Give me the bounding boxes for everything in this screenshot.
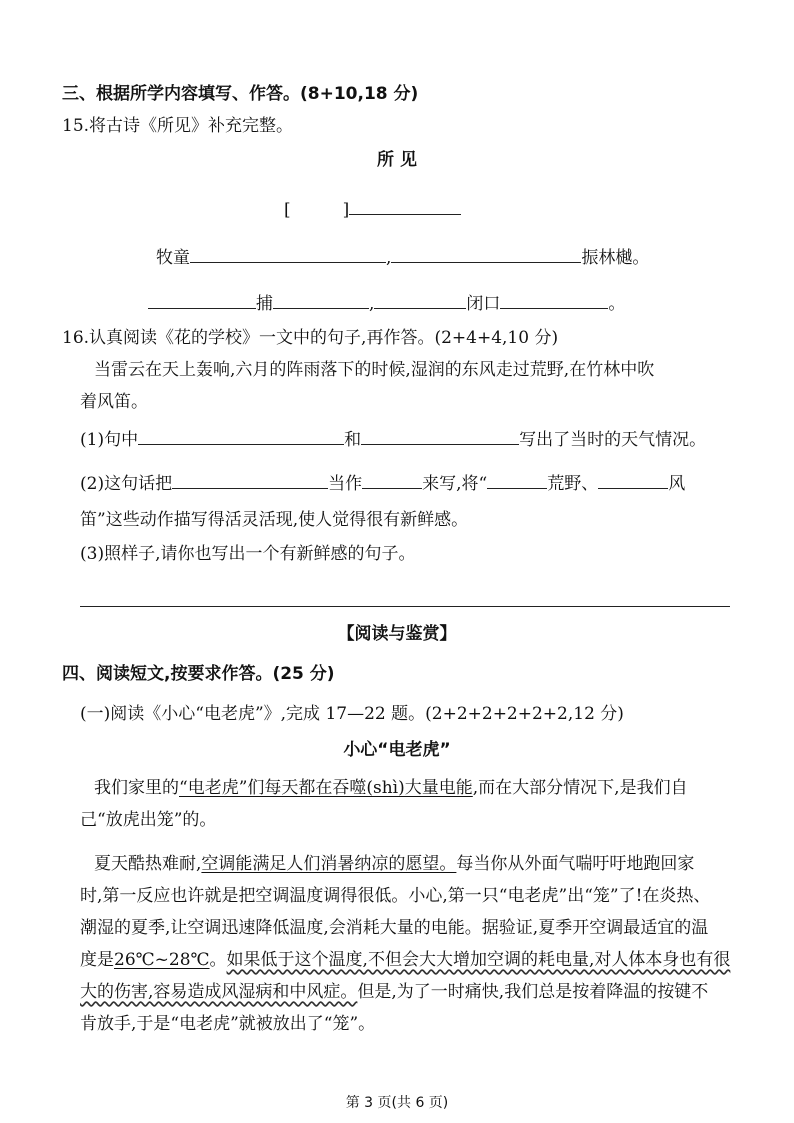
poem-line1-end: 振林樾。 (581, 248, 650, 268)
poem-line2-catch: 捕 (256, 294, 273, 314)
poem-line-1 (156, 244, 736, 270)
article-p2-line5 (80, 980, 736, 1004)
q16-part1-end: 写出了当时的天气情况。 (519, 430, 707, 450)
q16-part2-as: 当作 (328, 474, 363, 494)
section4-part1: (一)阅读《小心“电老虎”》,完成 17—22 题。(2+2+2+2+2+2,12 分) (80, 704, 624, 724)
poem-blank-3[interactable] (148, 290, 256, 309)
article-p2-line4 (80, 948, 736, 972)
article-p2-line1 (94, 852, 736, 876)
poem-line2-shut: 闭口 (466, 294, 501, 314)
poem-title: 所 见 (377, 150, 417, 170)
section3-heading: 三、根据所学内容填写、作答。(8+10,18 分) (62, 84, 419, 104)
poem-blank-5[interactable] (374, 290, 466, 309)
q16-blank-4[interactable] (362, 470, 422, 489)
author-bracket-open: [ (284, 200, 291, 220)
author-bracket-close: ] (342, 200, 350, 220)
p2-text-a: 夏天酷热难耐, (94, 854, 202, 874)
q16-answer-line[interactable] (80, 588, 730, 607)
reading-banner: 【阅读与鉴赏】 (337, 624, 457, 644)
q16-part1-start: (1)句中 (80, 430, 139, 450)
article-p2-line3: 潮湿的夏季,让空调迅速降低温度,会消耗大量的电能。据验证,夏季开空调最适宜的温 (80, 918, 709, 938)
q16-part2-write: 来写,将“ (422, 474, 488, 494)
p2-l4-wavy: 如果低于这个温度,不但会大大增加空调的耗电量,对人体本身也有很 (226, 950, 731, 970)
q16-part2-wild: 荒野、 (547, 474, 599, 494)
p1-underlined: “电老虎”们每天都在吞噬(shì)大量电能 (179, 778, 473, 798)
q16-quote-line-2: 着风笛。 (80, 392, 148, 412)
q16-prompt: 16.认真阅读《花的学校》一文中的句子,再作答。(2+4+4,10 分) (62, 328, 559, 348)
poem-line1-start: 牧童 (156, 248, 190, 268)
page-number: 第 3 页(共 6 页) (345, 1095, 449, 1111)
article-p1-line1 (94, 776, 736, 800)
p2-underlined: 空调能满足人们消暑纳凉的愿望。 (201, 854, 457, 874)
article-p1-line2: 己“放虎出笼”的。 (80, 810, 217, 830)
q16-blank-3[interactable] (172, 470, 328, 489)
q16-part1-and: 和 (344, 430, 362, 450)
poem-blank-2[interactable] (391, 244, 581, 263)
poem-blank-6[interactable] (500, 290, 608, 309)
q16-blank-6[interactable] (598, 470, 668, 489)
article-p2-line2: 时,第一反应也许就是把空调温度调得很低。小心,第一只“电老虎”出“笼”了!在炎热、 (80, 886, 711, 906)
q16-part1 (80, 426, 736, 452)
q15-prompt: 15.将古诗《所见》补充完整。 (62, 116, 294, 136)
p2-l5-wavy: 大的伤害,容易造成风湿病和中风症。 (80, 982, 358, 1002)
p2-l4-temperature: 26℃~28℃ (114, 950, 210, 970)
poem-blank-1[interactable] (190, 244, 386, 263)
poem-line-2 (148, 290, 736, 316)
q16-part2 (80, 470, 736, 496)
poem-author-line (284, 196, 736, 222)
p2-l4-text-a: 度是 (80, 950, 114, 970)
section4-heading: 四、阅读短文,按要求作答。(25 分) (62, 664, 335, 684)
q16-part3: (3)照样子,请你也写出一个有新鲜感的句子。 (80, 544, 416, 564)
poem-line2-comma: , (369, 294, 375, 314)
poem-line1-comma: , (386, 248, 392, 268)
q16-blank-2[interactable] (361, 426, 519, 445)
q16-part2-line2: 笛”这些动作描写得活灵活现,使人觉得很有新鲜感。 (80, 510, 469, 530)
p1-text-a: 我们家里的 (94, 778, 179, 798)
article-p2-line6: 肯放手,于是“电老虎”就被放出了“笼”。 (80, 1014, 376, 1034)
poem-blank-4[interactable] (273, 290, 369, 309)
p2-text-c: 每当你从外面气喘吁吁地跑回家 (456, 854, 695, 874)
p2-l4-text-c: 。 (209, 950, 227, 970)
q16-blank-5[interactable] (487, 470, 547, 489)
q16-quote-line-1: 当雷云在天上轰响,六月的阵雨落下的时候,湿润的东风走过荒野,在竹林中吹 (94, 360, 655, 380)
p1-text-c: ,而在大部分情况下,是我们自 (472, 778, 688, 798)
article-title: 小心“电老虎” (343, 740, 451, 760)
q16-blank-1[interactable] (138, 426, 344, 445)
poem-line2-end: 。 (608, 294, 626, 314)
dynasty-blank[interactable] (349, 196, 461, 215)
p2-l5-text-b: 但是,为了一时痛快,我们总是按着降温的按键不 (357, 982, 709, 1002)
q16-part2-wind: 风 (668, 474, 686, 494)
q16-part2-start: (2)这句话把 (80, 474, 173, 494)
